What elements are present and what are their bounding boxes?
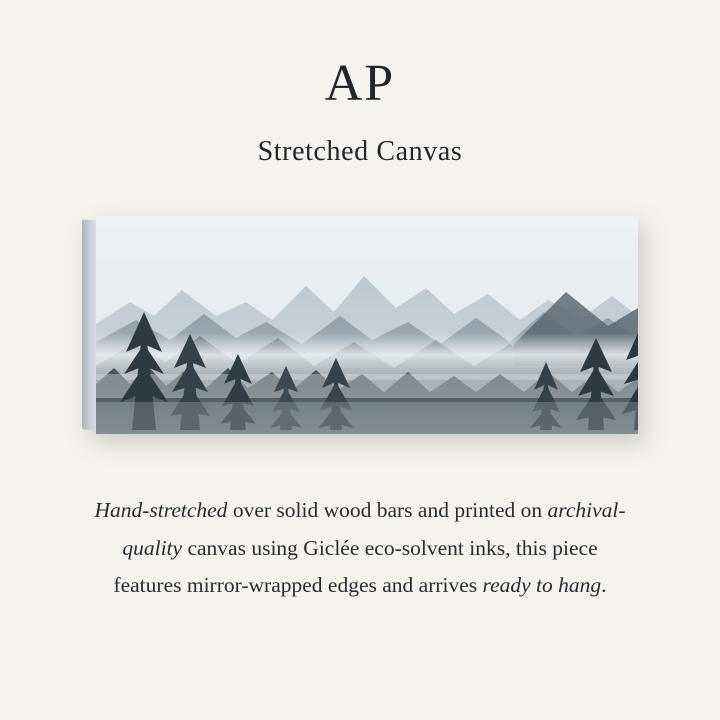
description-em-1: Hand-stretched (94, 498, 228, 522)
product-description (90, 492, 630, 605)
description-text-1: over solid wood bars and printed on (227, 498, 548, 522)
canvas-artwork (82, 216, 638, 436)
canvas-face (96, 216, 638, 434)
description-em-3: ready to hang (482, 573, 602, 598)
brand-logo: AP (324, 55, 396, 112)
description-em-2: archival-quality (122, 498, 626, 560)
mountain-forest-illustration (96, 216, 638, 434)
description-text-3: . (601, 573, 607, 598)
description-text-2: canvas using Giclée eco-solvent inks, this piece features mirror-wrapped edges and arrives (113, 535, 598, 598)
page-title: Stretched Canvas (257, 136, 463, 167)
